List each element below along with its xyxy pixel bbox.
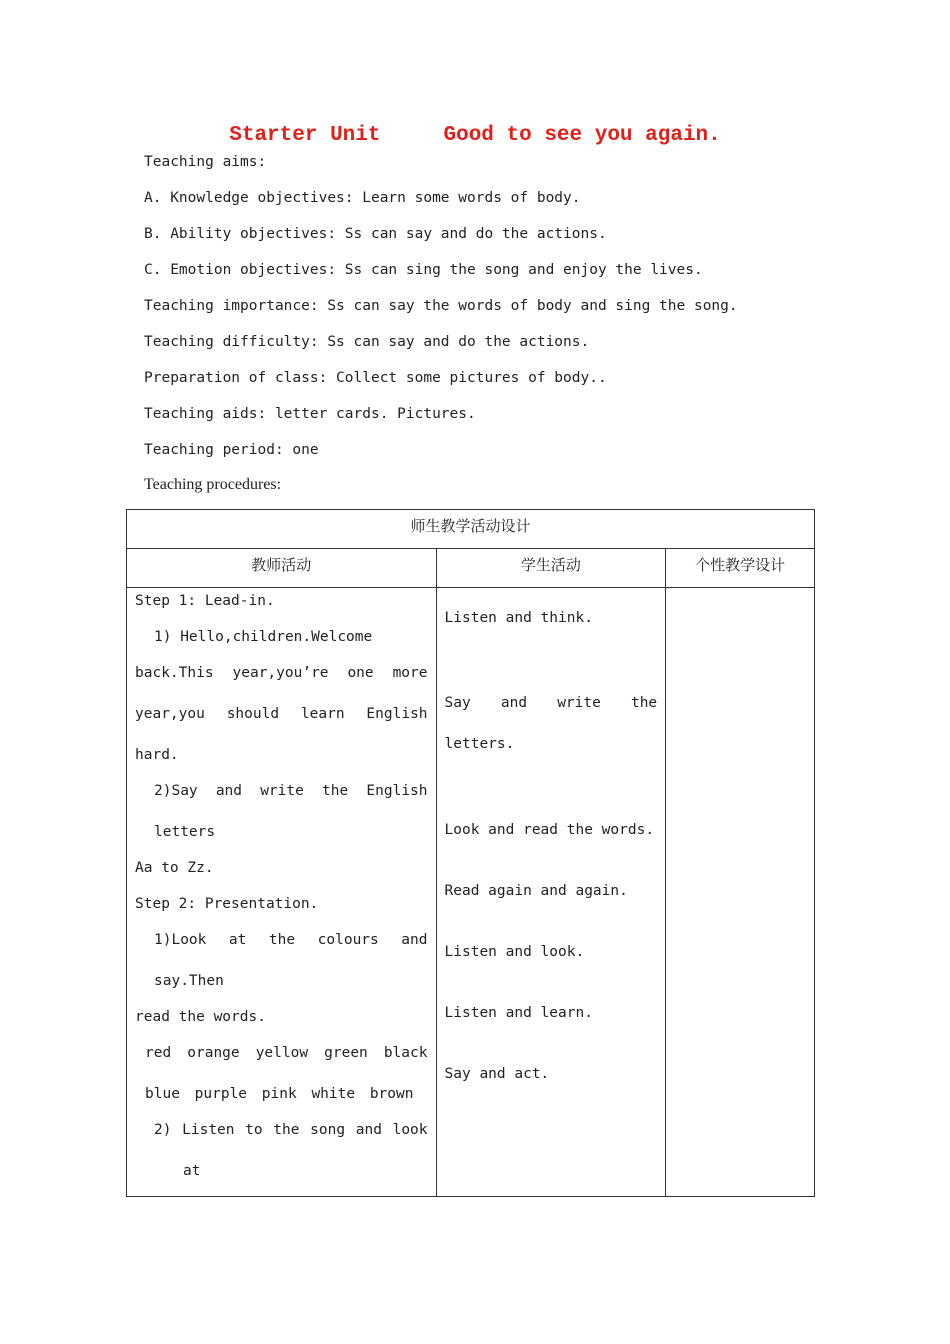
- teacher-activity-cell: [127, 588, 437, 1197]
- student-line: Listen and think.: [444, 610, 593, 626]
- teacher-line: 1)Look at the colours and: [154, 932, 428, 948]
- student-line: Look and read the words.: [444, 822, 655, 838]
- teaching-period: Teaching period: one: [144, 442, 319, 458]
- header-teacher-activity: 教师活动: [127, 549, 437, 588]
- colour-words-line: blue purple pink white brown: [145, 1086, 414, 1102]
- table-caption: 师生教学活动设计: [127, 510, 815, 549]
- student-line: Listen and learn.: [444, 1005, 593, 1021]
- header-personal-design: 个性教学设计: [666, 549, 815, 588]
- teacher-line: 1) Hello,children.Welcome: [154, 629, 373, 645]
- teaching-aids: Teaching aids: letter cards. Pictures.: [144, 406, 476, 422]
- teacher-line: read the words.: [135, 1009, 266, 1025]
- teacher-line: back.This year,you’re one more: [135, 665, 428, 681]
- teacher-line: Aa to Zz.: [135, 860, 214, 876]
- class-preparation: Preparation of class: Collect some pictures of body..: [144, 370, 607, 386]
- activity-table: [126, 509, 815, 1197]
- teaching-importance: Teaching importance: Ss can say the words of body and sing the song.: [144, 298, 738, 314]
- title-part-2: Good to see you again.: [443, 124, 721, 147]
- student-line: Read again and again.: [444, 883, 628, 899]
- document-title: [0, 124, 950, 147]
- teacher-line: at: [183, 1163, 201, 1179]
- personal-design-cell: [666, 588, 815, 1197]
- teacher-line: letters: [154, 824, 216, 840]
- step-1-heading: Step 1: Lead-in.: [135, 593, 275, 609]
- procedures-heading: Teaching procedures:: [144, 476, 282, 493]
- teacher-line: 2)Say and write the English: [154, 783, 428, 799]
- colour-words-line: red orange yellow green black: [145, 1045, 428, 1061]
- student-activity-cell: [436, 588, 666, 1197]
- title-part-1: Starter Unit: [229, 124, 381, 147]
- teacher-line: say.Then: [154, 973, 224, 989]
- student-line: letters.: [444, 736, 515, 752]
- header-student-activity: 学生活动: [436, 549, 666, 588]
- student-line: Listen and look.: [444, 944, 585, 960]
- step-2-heading: Step 2: Presentation.: [135, 896, 319, 912]
- aim-knowledge: A. Knowledge objectives: Learn some words of body.: [144, 190, 581, 206]
- aim-ability: B. Ability objectives: Ss can say and do the actions.: [144, 226, 607, 242]
- student-line: Say and write the: [444, 695, 658, 711]
- teacher-line: hard.: [135, 747, 179, 763]
- teacher-line: year,you should learn English: [135, 706, 428, 722]
- student-line: Say and act.: [444, 1066, 550, 1082]
- teacher-line: 2) Listen to the song and look: [154, 1122, 428, 1138]
- aims-heading: Teaching aims:: [144, 154, 267, 170]
- teaching-difficulty: Teaching difficulty: Ss can say and do the actions.: [144, 334, 590, 350]
- aim-emotion: C. Emotion objectives: Ss can sing the song and enjoy the lives.: [144, 262, 703, 278]
